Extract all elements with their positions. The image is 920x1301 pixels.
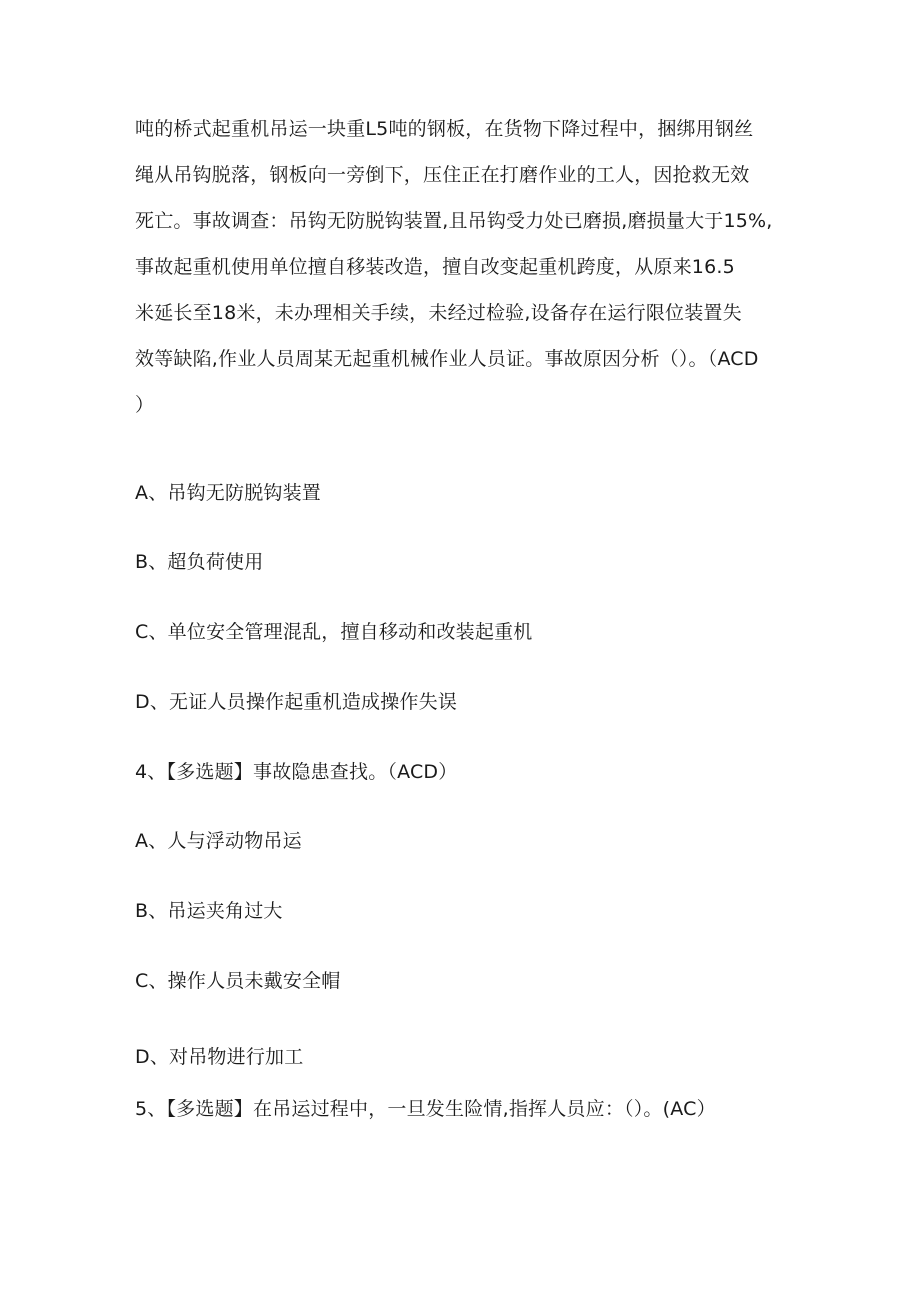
question4-option-d: D、对吊物进行加工: [135, 1046, 304, 1068]
question4-option-b: B、吊运夹角过大: [135, 900, 283, 922]
question3-option-d: D、无证人员操作起重机造成操作失误: [135, 691, 458, 713]
question3-text-line-6: 效等缺陷,作业人员周某无起重机械作业人员证。事故原因分析（）。（ACD: [135, 348, 759, 370]
question3-text-line-4: 事故起重机使用单位擅自移装改造，擅自改变起重机跨度，从原来16.5: [135, 256, 735, 278]
question3-text-line-3: 死亡。事故调查：吊钩无防脱钩装置,且吊钩受力处已磨损,磨损量大于15%,: [135, 210, 773, 232]
question3-text-line-1: 吨的桥式起重机吊运一块重L5吨的钢板，在货物下降过程中，捆绑用钢丝: [135, 118, 754, 140]
question3-option-b: B、超负荷使用: [135, 551, 264, 573]
question3-option-c: C、单位安全管理混乱，擅自移动和改装起重机: [135, 621, 533, 643]
question4-stem: 4、【多选题】事故隐患查找。（ACD）: [135, 761, 458, 783]
question3-option-a: A、吊钩无防脱钩装置: [135, 482, 321, 504]
question3-text-line-2: 绳从吊钩脱落，钢板向一旁倒下，压住正在打磨作业的工人，因抢救无效: [135, 164, 750, 186]
question4-option-c: C、操作人员未戴安全帽: [135, 970, 341, 992]
question3-text-line-7: ）: [135, 394, 155, 416]
question4-option-a: A、人与浮动物吊运: [135, 830, 302, 852]
question5-stem: 5、【多选题】在吊运过程中，一旦发生险情,指挥人员应：（）。(AC）: [135, 1098, 716, 1120]
question3-text-line-5: 米延长至18米，未办理相关手续，未经过检验,设备存在运行限位装置失: [135, 302, 742, 324]
